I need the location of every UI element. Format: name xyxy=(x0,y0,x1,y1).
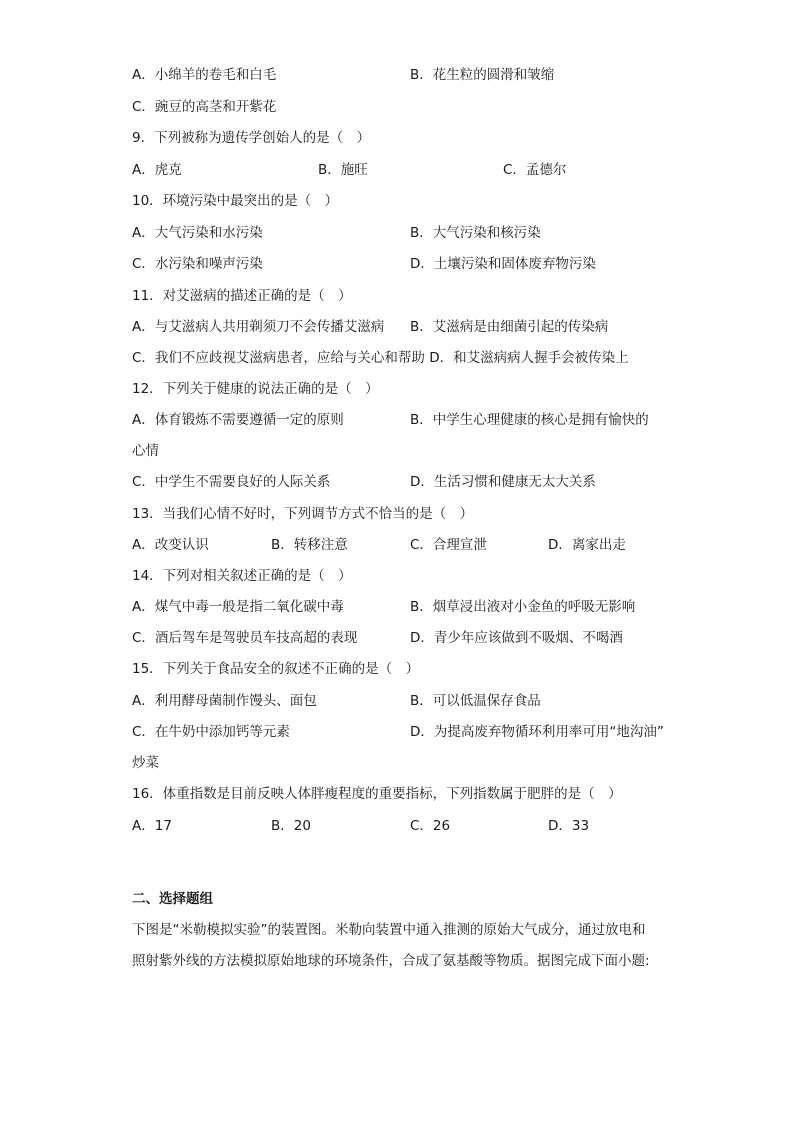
q11-option-c-d: C．我们不应歧视艾滋病患者，应给与关心和帮助 D．和艾滋病病人握手会被传染上 xyxy=(132,350,629,366)
q9-option-a: A．虎克 xyxy=(132,162,182,178)
q8-option-a: A．小绵羊的卷毛和白毛 xyxy=(132,67,277,83)
q14-option-d: D．青少年应该做到不吸烟、不喝酒 xyxy=(410,630,623,646)
q11-option-b: B．艾滋病是由细菌引起的传染病 xyxy=(410,319,609,335)
q15-option-d-continued: 炒菜 xyxy=(132,755,159,771)
q10-option-b: B．大气污染和核污染 xyxy=(410,225,541,241)
q14-option-a: A．煤气中毒一般是指二氧化碳中毒 xyxy=(132,599,344,615)
q11-option-a: A．与艾滋病人共用剃须刀不会传播艾滋病 xyxy=(132,319,385,335)
q10-stem: 10．环境污染中最突出的是（ ） xyxy=(132,193,339,209)
section-heading: 二、选择题组 xyxy=(132,891,213,907)
q15-stem: 15．下列关于食品安全的叙述不正确的是（ ） xyxy=(132,661,420,677)
q9-option-c: C．孟德尔 xyxy=(503,162,567,178)
q15-option-c: C．在牛奶中添加钙等元素 xyxy=(132,724,290,740)
q14-stem: 14．下列对相关叙述正确的是（ ） xyxy=(132,568,352,584)
q16-option-d: D．33 xyxy=(548,818,590,834)
q13-option-c: C．合理宣泄 xyxy=(410,537,487,553)
q11-stem: 11．对艾滋病的描述正确的是（ ） xyxy=(132,288,352,304)
q12-option-b: B．中学生心理健康的核心是拥有愉快的 xyxy=(410,412,649,428)
q15-option-a: A．利用酵母菌制作馒头、面包 xyxy=(132,693,317,709)
q12-option-c: C．中学生不需要良好的人际关系 xyxy=(132,474,331,490)
q12-option-a: A．体育锻炼不需要遵循一定的原则 xyxy=(132,412,344,428)
q14-option-b: B．烟草浸出液对小金鱼的呼吸无影响 xyxy=(410,599,636,615)
q9-stem: 9．下列被称为遗传学创始人的是（ ） xyxy=(132,130,371,146)
q12-option-d: D．生活习惯和健康无太大关系 xyxy=(410,474,596,490)
q10-option-c: C．水污染和噪声污染 xyxy=(132,256,263,272)
q13-stem: 13．当我们心情不好时，下列调节方式不恰当的是（ ） xyxy=(132,506,474,522)
q8-option-c: C．豌豆的高茎和开紫花 xyxy=(132,99,277,115)
q13-option-d: D．离家出走 xyxy=(548,537,626,553)
q10-option-a: A．大气污染和水污染 xyxy=(132,225,263,241)
q12-stem: 12．下列关于健康的说法正确的是（ ） xyxy=(132,381,379,397)
q13-option-a: A．改变认识 xyxy=(132,537,209,553)
q13-option-b: B．转移注意 xyxy=(271,537,348,553)
q15-option-b: B．可以低温保存食品 xyxy=(410,693,541,709)
q14-option-c: C．酒后驾车是驾驶员车技高超的表现 xyxy=(132,630,358,646)
q8-option-b: B．花生粒的圆滑和皱缩 xyxy=(410,67,555,83)
section-intro-line-2: 照射紫外线的方法模拟原始地球的环境条件，合成了氨基酸等物质。据图完成下面小题: xyxy=(132,953,650,969)
section-intro-line-1: 下图是“米勒模拟实验”的装置图。米勒向装置中通入推测的原始大气成分，通过放电和 xyxy=(132,922,646,938)
q16-option-c: C．26 xyxy=(410,818,451,834)
q16-option-a: A．17 xyxy=(132,818,172,834)
q12-option-b-continued: 心情 xyxy=(132,443,159,459)
q9-option-b: B．施旺 xyxy=(318,162,368,178)
q10-option-d: D．土壤污染和固体废弃物污染 xyxy=(410,256,596,272)
q15-option-d: D．为提高废弃物循环利用率可用“地沟油” xyxy=(410,724,664,740)
q16-stem: 16．体重指数是目前反映人体胖瘦程度的重要指标，下列指数属于肥胖的是（ ） xyxy=(132,786,622,802)
q16-option-b: B．20 xyxy=(271,818,311,834)
